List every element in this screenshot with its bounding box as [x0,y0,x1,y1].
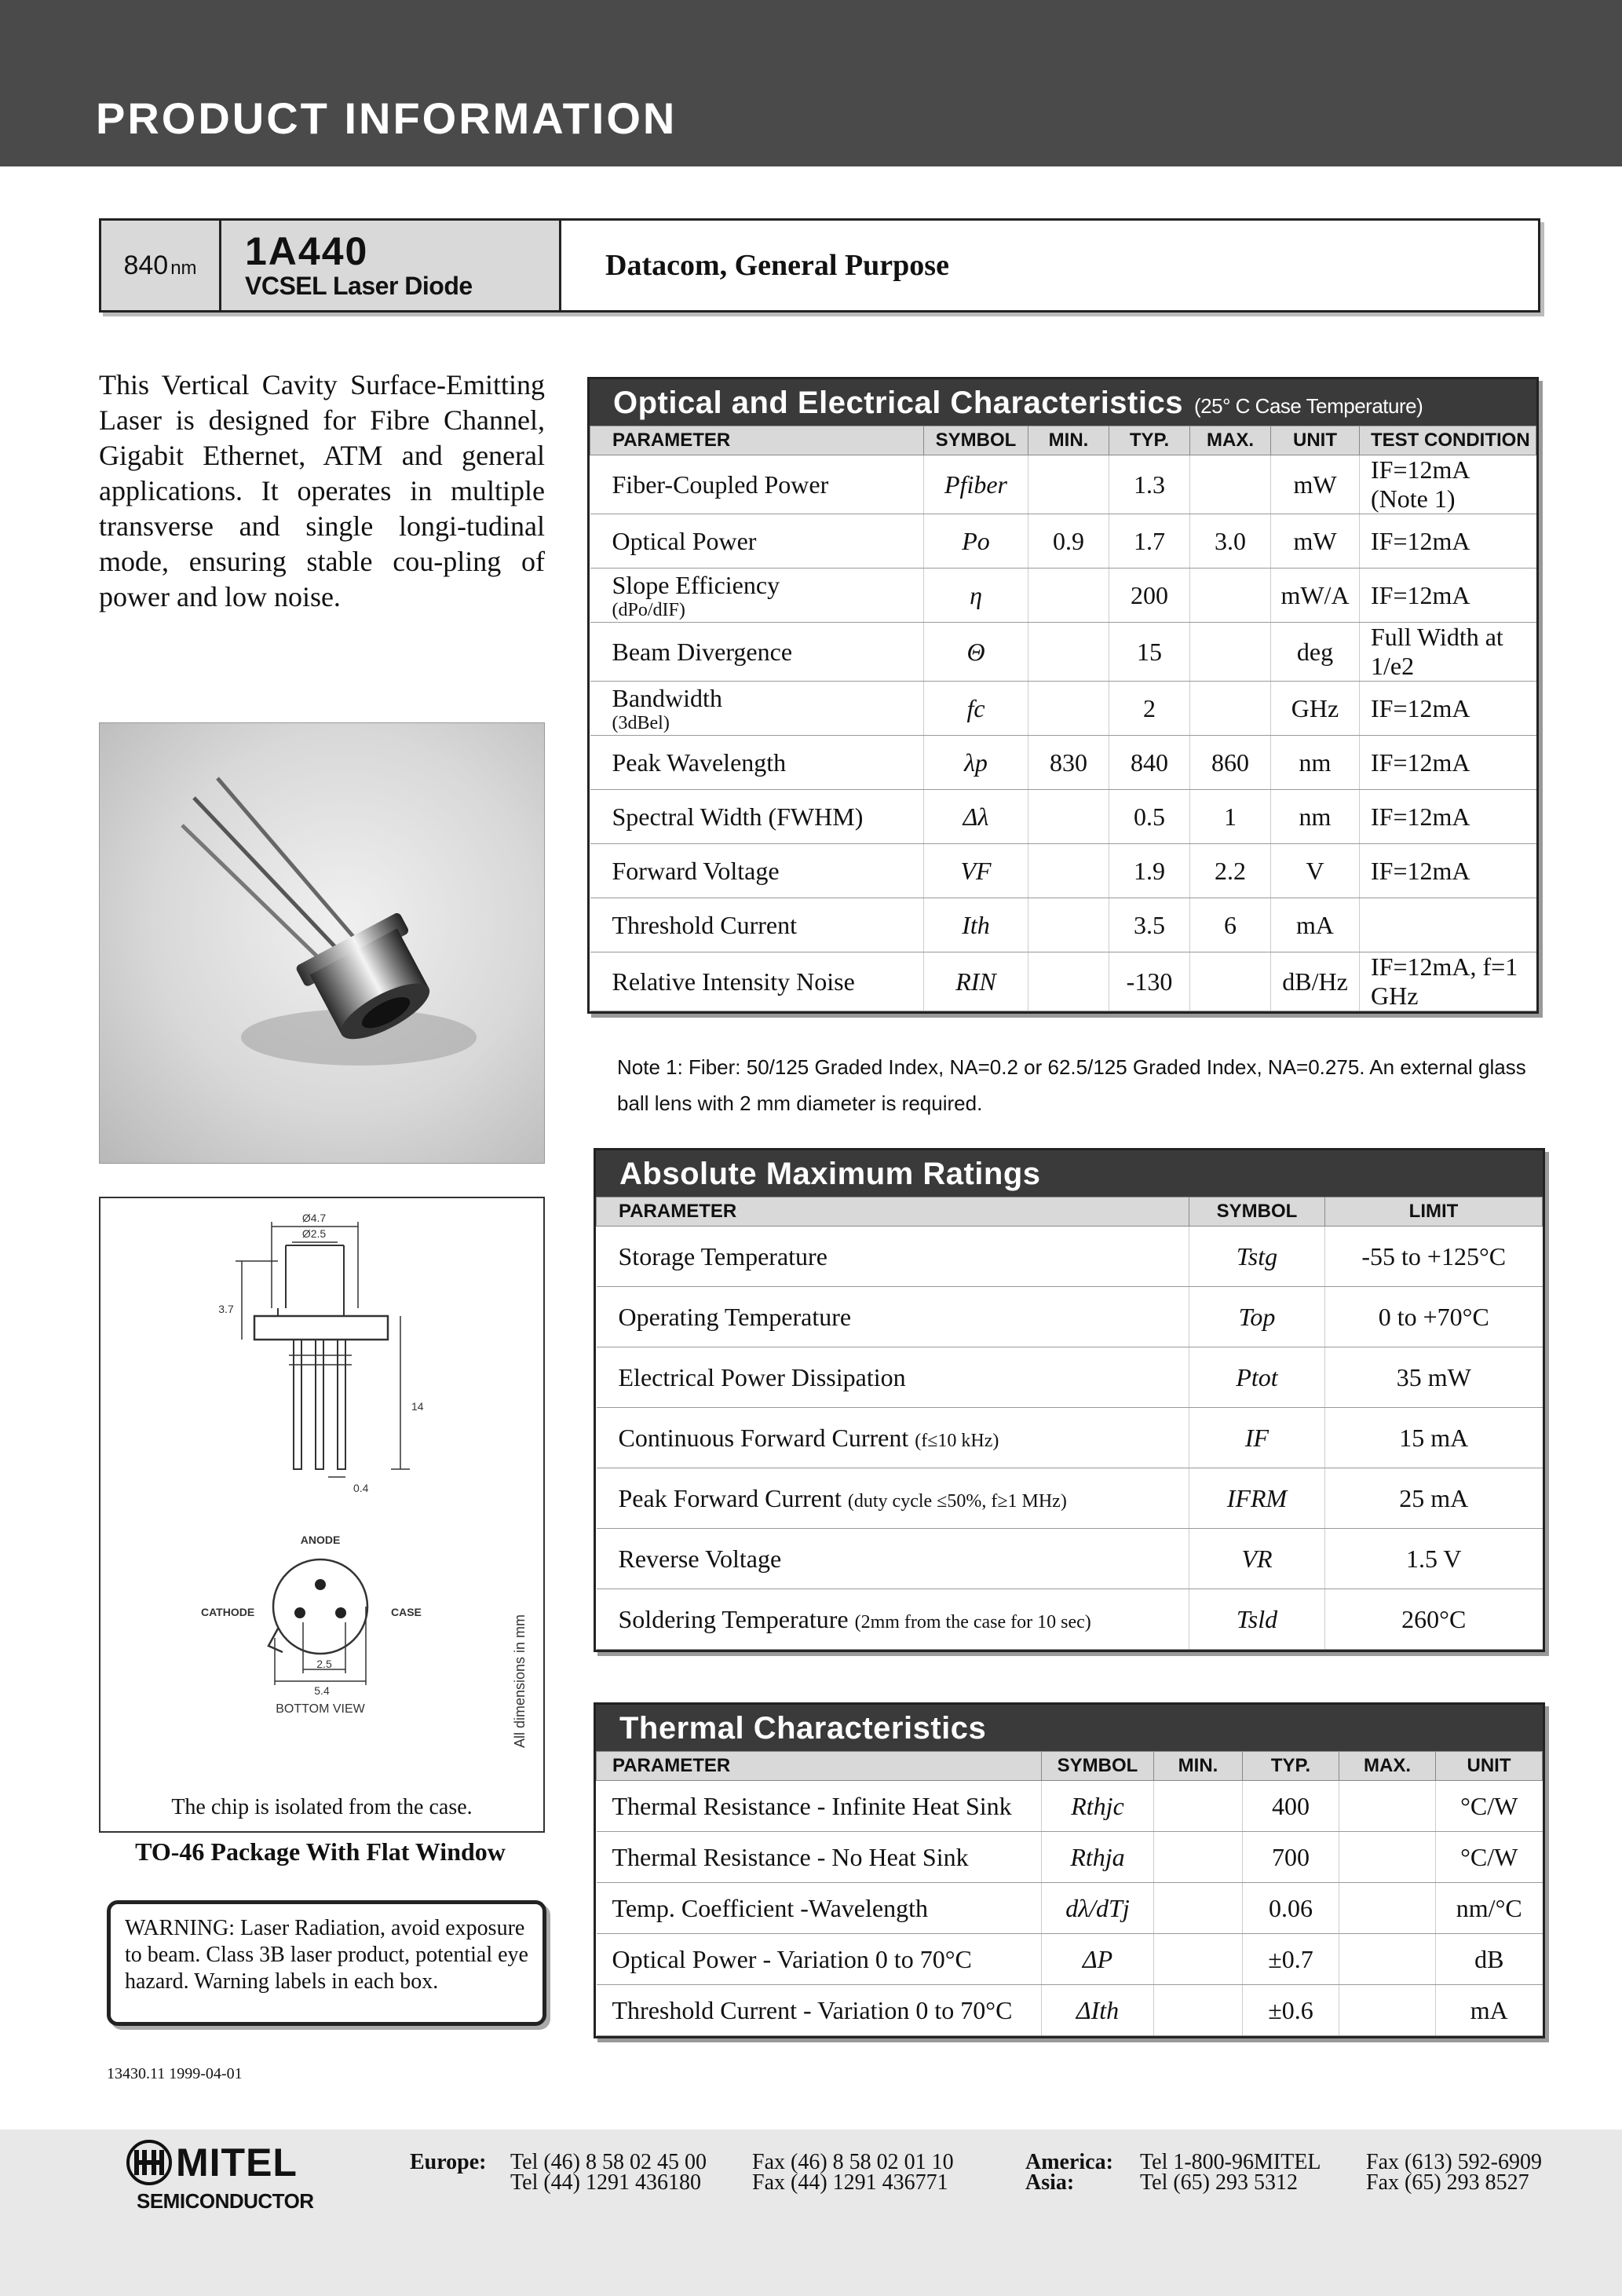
optical-param-label: Beam Divergence [612,637,793,666]
optical-header-5: UNIT [1271,426,1360,455]
amr-row [597,1347,1543,1408]
product-photo [99,722,545,1164]
amr-limit: -55 to +125°C [1325,1227,1543,1287]
optical-max: 1 [1190,790,1271,844]
optical-min: 0.9 [1028,514,1109,569]
optical-min [1028,455,1109,514]
amr-row [597,1468,1543,1529]
optical-symbol: Po [924,514,1028,569]
thermal-symbol: ΔP [1042,1934,1154,1985]
amr-param-cond: (2mm from the case for 10 sec) [854,1611,1091,1632]
optical-param-sub: (dPo/dIF) [612,599,685,620]
optical-row [590,790,1536,844]
amr-symbol: Tsld [1189,1589,1325,1650]
label-cathode: CATHODE [201,1606,255,1618]
optical-unit: nm [1271,736,1360,790]
optical-param [590,514,924,569]
asia-fax: Fax (65) 293 8527 [1366,2170,1529,2195]
optical-param-label: Relative Intensity Noise [612,967,855,996]
amr-param [597,1529,1189,1589]
optical-param-label: Fiber-Coupled Power [612,470,829,499]
optical-row [590,455,1536,514]
optical-typ: 0.5 [1109,790,1190,844]
optical-row [590,682,1536,736]
optical-symbol: VF [924,844,1028,898]
amr-limit: 1.5 V [1325,1529,1543,1589]
optical-max [1190,623,1271,682]
optical-row [590,623,1536,682]
optical-param-label: Optical Power [612,526,757,555]
thermal-header-0: PARAMETER [597,1752,1042,1781]
optical-min [1028,569,1109,623]
europe-tel-2: Tel (44) 1291 436180 [510,2170,702,2195]
optical-test-condition: IF=12mA [1360,844,1536,898]
asia-tel: Tel (65) 293 5312 [1140,2170,1299,2195]
product-box [99,218,1540,313]
thermal-min [1154,1883,1243,1934]
amr-param-label: Soldering Temperature [618,1604,849,1633]
thermal-max [1339,1781,1436,1832]
thermal-row [597,1781,1543,1832]
optical-unit: mW [1271,455,1360,514]
optical-symbol: λp [924,736,1028,790]
optical-row [590,569,1536,623]
europe-fax-2: Fax (44) 1291 436771 [752,2170,948,2195]
dim-base-diameter: 5.4 [314,1684,330,1697]
thermal-min [1154,1934,1243,1985]
thermal-symbol: Rthja [1042,1832,1154,1883]
optical-subtitle: (25° C Case Temperature) [1193,394,1423,418]
brand-name: MITEL [176,2141,298,2184]
optical-test-condition: IF=12mA [1360,514,1536,569]
amr-row [597,1529,1543,1589]
optical-test-condition [1360,898,1536,952]
dim-pin-spacing: 2.5 [316,1658,332,1670]
amr-header-2: LIMIT [1325,1197,1543,1227]
thermal-header-5: UNIT [1436,1752,1543,1781]
optical-param-label: Forward Voltage [612,856,780,885]
amr-param [597,1287,1189,1347]
optical-param [590,790,924,844]
label-case: CASE [391,1606,422,1618]
optical-param-label: Slope Efficiency [612,570,780,599]
optical-min [1028,844,1109,898]
thermal-max [1339,1934,1436,1985]
thermal-min [1154,1985,1243,2036]
optical-param [590,952,924,1011]
thermal-typ: 700 [1243,1832,1339,1883]
optical-typ: 2 [1109,682,1190,736]
absolute-max-ratings-table [594,1148,1545,1652]
optical-max: 6 [1190,898,1271,952]
amr-row [597,1227,1543,1287]
thermal-row [597,1985,1543,2036]
amr-param-label: Operating Temperature [618,1302,852,1331]
dim-lead-diameter: 0.4 [353,1482,369,1494]
thermal-unit: °C/W [1436,1781,1543,1832]
thermal-max [1339,1883,1436,1934]
optical-unit: mA [1271,898,1360,952]
thermal-unit: dB [1436,1934,1543,1985]
thermal-row [597,1832,1543,1883]
thermal-row [597,1883,1543,1934]
amr-param-cond: (f≤10 kHz) [915,1430,999,1451]
amr-row [597,1287,1543,1347]
amr-table-title: Absolute Maximum Ratings [596,1150,1543,1197]
thermal-min [1154,1832,1243,1883]
optical-symbol: Δλ [924,790,1028,844]
optical-header-4: MAX. [1190,426,1271,455]
optical-symbol: RIN [924,952,1028,1011]
amr-symbol: IFRM [1189,1468,1325,1529]
optical-unit: V [1271,844,1360,898]
optical-header-6: TEST CONDITION [1360,426,1536,455]
amr-row [597,1589,1543,1650]
isolation-note: The chip is isolated from the case. [171,1795,473,1819]
optical-min: 830 [1028,736,1109,790]
optical-header-0: PARAMETER [590,426,924,455]
amr-symbol: Tstg [1189,1227,1325,1287]
thermal-header-4: MAX. [1339,1752,1436,1781]
thermal-typ: ±0.6 [1243,1985,1339,2036]
optical-param [590,682,924,736]
thermal-header-1: SYMBOL [1042,1752,1154,1781]
optical-typ: 1.7 [1109,514,1190,569]
amr-param-label: Electrical Power Dissipation [618,1362,906,1391]
amr-symbol: IF [1189,1408,1325,1468]
optical-header-3: TYP. [1109,426,1190,455]
optical-param [590,898,924,952]
model-cell [221,221,561,310]
package-drawing [99,1197,545,1833]
thermal-symbol: dλ/dTj [1042,1883,1154,1934]
optical-typ: 200 [1109,569,1190,623]
optical-param [590,569,924,623]
thermal-characteristics-table [594,1702,1545,2038]
optical-test-condition: IF=12mA [1360,682,1536,736]
optical-test-condition: IF=12mA, f=1 GHz [1360,952,1536,1011]
optical-test-condition: IF=12mA [1360,736,1536,790]
optical-max: 2.2 [1190,844,1271,898]
optical-symbol: fc [924,682,1028,736]
application-cell: Datacom, General Purpose [605,249,949,282]
optical-min [1028,952,1109,1011]
optical-max: 3.0 [1190,514,1271,569]
intro-paragraph: This Vertical Cavity Surface-Emitting Laser is designed for Fibre Channel, Gigabit Ethernet, ATM and general applications. It operates in multiple transverse and single longi-tudinal mode, ensuring stable cou-pling of power and low noise. [99,369,545,612]
dim-height: 3.7 [218,1303,234,1315]
thermal-param: Optical Power - Variation 0 to 70°C [597,1934,1042,1985]
amr-limit: 35 mW [1325,1347,1543,1408]
thermal-param: Thermal Resistance - No Heat Sink [597,1832,1042,1883]
amr-param-label: Reverse Voltage [618,1544,782,1573]
optical-unit: mW [1271,514,1360,569]
optical-param [590,623,924,682]
optical-max: 860 [1190,736,1271,790]
optical-unit: mW/A [1271,569,1360,623]
optical-row [590,952,1536,1011]
optical-row [590,736,1536,790]
amr-param [597,1347,1189,1408]
laser-diode-image [100,723,544,1163]
optical-test-condition: IF=12mA [1360,790,1536,844]
optical-max [1190,569,1271,623]
thermal-symbol: ΔIth [1042,1985,1154,2036]
optical-symbol: η [924,569,1028,623]
thermal-typ: ±0.7 [1243,1934,1339,1985]
amr-param [597,1408,1189,1468]
america-label: America: [1025,2150,1113,2174]
thermal-unit: mA [1436,1985,1543,2036]
thermal-header-2: MIN. [1154,1752,1243,1781]
optical-test-condition: IF=12mA (Note 1) [1360,455,1536,514]
optical-row [590,898,1536,952]
amr-limit: 15 mA [1325,1408,1543,1468]
dim-inner-diameter: Ø2.5 [301,1227,327,1240]
optical-max [1190,455,1271,514]
europe-fax-1: Fax (46) 8 58 02 01 10 [752,2150,954,2174]
optical-typ: 1.3 [1109,455,1190,514]
optical-header-2: MIN. [1028,426,1109,455]
optical-min [1028,623,1109,682]
thermal-unit: nm/°C [1436,1883,1543,1934]
amr-param [597,1589,1189,1650]
label-bottom-view: BOTTOM VIEW [276,1702,365,1716]
amr-param-label: Peak Forward Current [618,1483,842,1512]
amr-symbol: Ptot [1189,1347,1325,1408]
optical-param [590,736,924,790]
optical-unit: deg [1271,623,1360,682]
units-note: All dimensions in mm [512,1614,528,1748]
mitel-logo [126,2137,345,2216]
amr-param [597,1468,1189,1529]
optical-table-title [590,379,1536,426]
optical-unit: nm [1271,790,1360,844]
thermal-row [597,1934,1543,1985]
optical-typ: 1.9 [1109,844,1190,898]
optical-unit: GHz [1271,682,1360,736]
note-1: Note 1: Fiber: 50/125 Graded Index, NA=0.2 or 62.5/125 Graded Index, NA=0.275. An external glass ball lens with 2 mm diameter is required. [617,1055,1526,1115]
america-tel: Tel 1-800-96MITEL [1140,2150,1321,2174]
thermal-param: Thermal Resistance - Infinite Heat Sink [597,1781,1042,1832]
brand-subtitle: SEMICONDUCTOR [137,2189,314,2213]
amr-limit: 260°C [1325,1589,1543,1650]
amr-symbol: VR [1189,1529,1325,1589]
thermal-typ: 400 [1243,1781,1339,1832]
document-id: 13430.11 1999-04-01 [107,2065,243,2082]
optical-param-label: Threshold Current [612,910,797,939]
optical-symbol: Pfiber [924,455,1028,514]
thermal-max [1339,1985,1436,2036]
wavelength-cell [101,221,221,310]
thermal-param: Threshold Current - Variation 0 to 70°C [597,1985,1042,2036]
europe-label: Europe: [410,2150,487,2174]
optical-typ: 3.5 [1109,898,1190,952]
amr-header-0: PARAMETER [597,1197,1189,1227]
optical-electrical-table [587,377,1539,1014]
amr-param [597,1227,1189,1287]
optical-symbol: Ith [924,898,1028,952]
device-type: VCSEL Laser Diode [245,271,473,300]
optical-param-label: Bandwidth [612,683,722,712]
optical-param-label: Spectral Width (FWHM) [612,802,864,831]
optical-max [1190,952,1271,1011]
thermal-symbol: Rthjc [1042,1781,1154,1832]
to46-dimension-drawing [100,1198,543,1764]
optical-symbol: Θ [924,623,1028,682]
optical-param [590,455,924,514]
optical-typ: -130 [1109,952,1190,1011]
optical-min [1028,898,1109,952]
package-caption: TO-46 Package With Flat Window [135,1837,506,1866]
dim-lead-length: 14 [411,1400,424,1413]
optical-param-sub: (3dBel) [612,712,670,733]
optical-typ: 15 [1109,623,1190,682]
optical-param-label: Peak Wavelength [612,748,787,777]
optical-row [590,514,1536,569]
amr-param-label: Storage Temperature [618,1241,827,1270]
optical-typ: 840 [1109,736,1190,790]
amr-row [597,1408,1543,1468]
europe-tel-1: Tel (46) 8 58 02 45 00 [510,2150,707,2174]
model-number: 1A440 [245,229,369,273]
optical-unit: dB/Hz [1271,952,1360,1011]
optical-title-text: Optical and Electrical Characteristics [613,386,1183,420]
thermal-unit: °C/W [1436,1832,1543,1883]
optical-test-condition: IF=12mA [1360,569,1536,623]
thermal-min [1154,1781,1243,1832]
wavelength-value: 840 [123,250,169,280]
thermal-table-title: Thermal Characteristics [596,1705,1543,1751]
optical-min [1028,682,1109,736]
wavelength-unit: nm [170,258,197,279]
amr-header-1: SYMBOL [1189,1197,1325,1227]
header-banner [0,0,1622,166]
thermal-max [1339,1832,1436,1883]
optical-test-condition: Full Width at 1/e2 [1360,623,1536,682]
optical-max [1190,682,1271,736]
thermal-header-3: TYP. [1243,1752,1339,1781]
thermal-param: Temp. Coefficient -Wavelength [597,1883,1042,1934]
label-anode: ANODE [300,1534,341,1546]
dim-outer-diameter: Ø4.7 [301,1212,327,1224]
thermal-typ: 0.06 [1243,1883,1339,1934]
optical-param [590,844,924,898]
asia-label: Asia: [1025,2170,1075,2195]
page-title: PRODUCT INFORMATION [96,93,678,143]
amr-param-cond: (duty cycle ≤50%, f≥1 MHz) [847,1490,1067,1512]
amr-limit: 0 to +70°C [1325,1287,1543,1347]
warning-box: WARNING: Laser Radiation, avoid exposure to beam. Class 3B laser product, potential eye hazard. Warning labels in each box. [107,1900,546,2026]
optical-row [590,844,1536,898]
mitel-emblem-icon [126,2139,173,2186]
optical-header-1: SYMBOL [924,426,1028,455]
amr-limit: 25 mA [1325,1468,1543,1529]
amr-param-label: Continuous Forward Current [618,1423,909,1452]
amr-symbol: Top [1189,1287,1325,1347]
america-fax: Fax (613) 592-6909 [1366,2150,1542,2174]
optical-min [1028,790,1109,844]
